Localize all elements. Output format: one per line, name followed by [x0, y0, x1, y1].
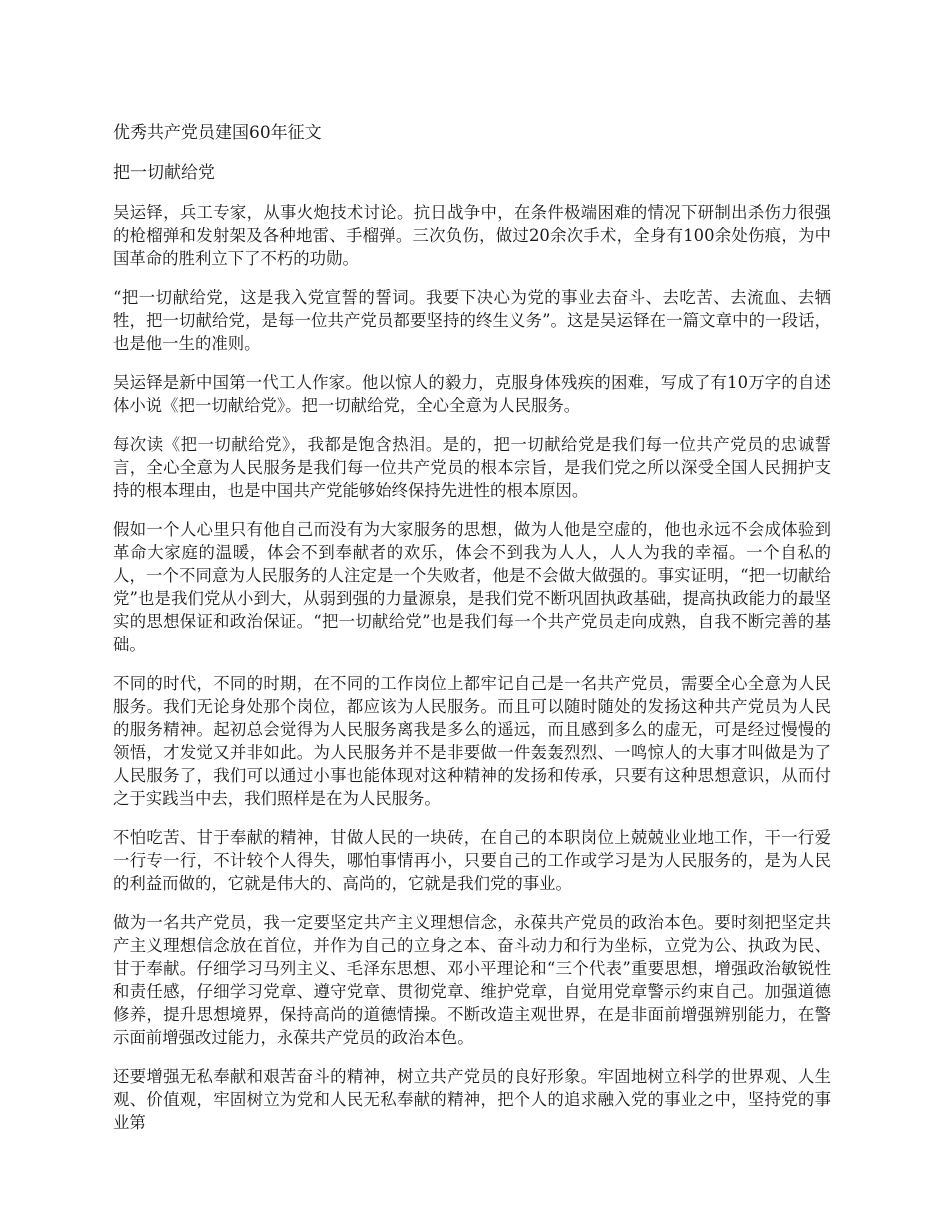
document-subtitle: 把一切献给党	[113, 163, 215, 183]
paragraph-9: 还要增强无私奉献和艰苦奋斗的精神，树立共产党员的良好形象。牢固地树立科学的世界观、人生观、价值观，牢固树立为党和人民无私奉献的精神，把个人的追求融入党的事业之中，坚持党的事业第	[113, 1067, 831, 1132]
document-title: 优秀共产党员建国60年征文	[113, 123, 322, 143]
paragraph-2: “把一切献给党，这是我入党宣誓的誓词。我要下决心为党的事业去奋斗、去吃苦、去流血、去牺牲，把一切献给党，是每一位共产党员都要坚持的终生义务”。这是吴运铎在一篇文章中的一段话，也是他一生的准则。	[113, 288, 831, 353]
paragraph-8: 做为一名共产党员，我一定要坚定共产主义理想信念，永葆共产党员的政治本色。要时刻把坚定共产主义理想信念放在首位，并作为自己的立身之本、奋斗动力和行为坐标，立党为公、执政为民、甘于奉献。仔细学习马列主义、毛泽东思想、邓小平理论和“三个代表”重要思想，增强政治敏锐性和责任感，仔细学习党章、遵守党章、贯彻党章、维护党章，自觉用党章警示约束自己。加强道德修养，提升思想境界，保持高尚的道德情操。不断改造主观世界，在是非面前增强辨别能力，在警示面前增强改过能力，永葆共产党员的政治本色。	[113, 913, 831, 1047]
paragraph-3: 吴运铎是新中国第一代工人作家。他以惊人的毅力，克服身体残疾的困难，写成了有10万字的自述体小说《把一切献给党》。把一切献给党，全心全意为人民服务。	[113, 373, 831, 415]
paragraph-4: 每次读《把一切献给党》，我都是饱含热泪。是的，把一切献给党是我们每一位共产党员的忠诚誓言，全心全意为人民服务是我们每一位共产党员的根本宗旨，是我们党之所以深受全国人民拥护支持的根本理由，也是中国共产党能够始终保持先进性的根本原因。	[113, 435, 831, 500]
paragraph-7: 不怕吃苦、甘于奉献的精神，甘做人民的一块砖，在自己的本职岗位上兢兢业业地工作，干一行爱一行专一行，不计较个人得失，哪怕事情再小，只要自己的工作或学习是为人民服务的，是为人民的利益而做的，它就是伟大的、高尚的，它就是我们党的事业。	[113, 828, 831, 893]
paragraph-1: 吴运铎，兵工专家，从事火炮技术讨论。抗日战争中，在条件极端困难的情况下研制出杀伤力很强的枪榴弹和发射架及各种地雷、手榴弹。三次负伤，做过20余次手术，全身有100余处伤痕，为中国革命的胜利立下了不朽的功勋。	[113, 203, 831, 268]
paragraph-5: 假如一个人心里只有他自己而没有为大家服务的思想，做为人他是空虚的，他也永远不会成体验到革命大家庭的温暖，体会不到奉献者的欢乐，体会不到我为人人，人人为我的幸福。一个自私的人，一个不同意为人民服务的人注定是一个失败者，他是不会做大做强的。事实证明，“把一切献给党”也是我们党从小到大，从弱到强的力量源泉，是我们党不断巩固执政基础，提高执政能力的最坚实的思想保证和政治保证。“把一切献给党”也是我们每一个共产党员走向成熟，自我不断完善的基础。	[113, 520, 831, 654]
paragraph-6: 不同的时代，不同的时期，在不同的工作岗位上都牢记自己是一名共产党员，需要全心全意为人民服务。我们无论身处那个岗位，都应该为人民服务。而且可以随时随处的发扬这种共产党员为人民的服务精神。起初总会觉得为人民服务离我是多么的遥远，而且感到多么的虚无，可是经过慢慢的领悟，才发觉又并非如此。为人民服务并不是非要做一件轰轰烈烈、一鸣惊人的大事才叫做是为了人民服务了，我们可以通过小事也能体现对这种精神的发扬和传承，只要有这种思想意识，从而付之于实践当中去，我们照样是在为人民服务。	[113, 674, 831, 808]
document-page	[113, 121, 831, 1150]
